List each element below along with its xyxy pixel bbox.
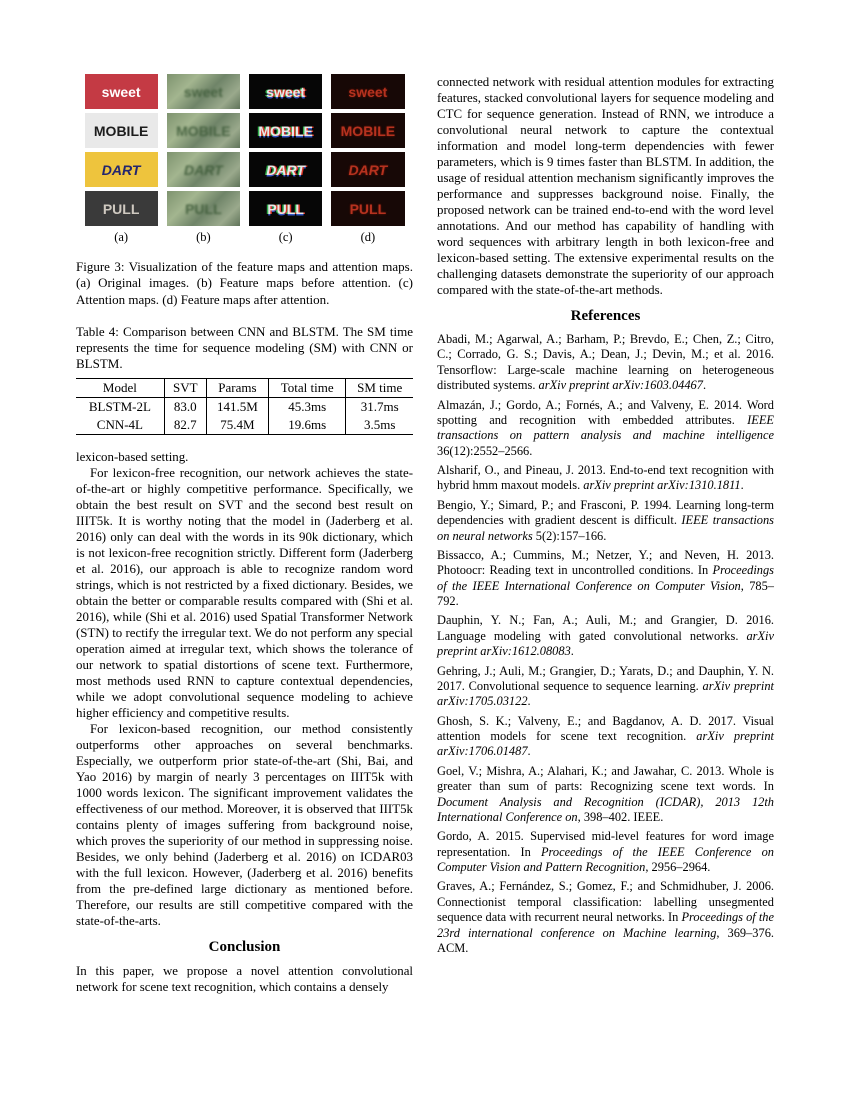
reference-text: . <box>740 478 744 493</box>
figure-image-row3-b <box>167 152 240 187</box>
reference-venue-text: arXiv preprint arXiv:1310.1811 <box>583 478 741 493</box>
figure-word-text: PULL <box>102 200 140 217</box>
figure-word-text: DART <box>266 161 305 178</box>
figure-image-row2-d <box>331 113 404 148</box>
figure-word-text: sweet <box>266 83 306 100</box>
paragraph: For lexicon-based recognition, our method consistently outperforms other approaches on several benchmarks. Especially, we outperform prior state-of-the-art (Shi, Bai, and Yao 2016) by margin of nearly 3 percentages on IIIT5k with 1000 words lexicon. The significant improvement validates the effectiveness of our method. Moreover, it is observed that IIIT5k contains plenty of images suffering from background noise, which proves the superiority of our method in suppressing noise. Besides, we only behind (Jaderberg et al. 2016) on ICDAR03 with the full lexicon. However, (Jaderberg et al. 2016) benefits from the pre-defined large dictionary as mentioned before. Therefore, our results are still competitive compared with the state-of-the-arts. <box>76 721 413 928</box>
figure-caption: Figure 3: Visualization of the feature maps and attention maps. (a) Original images. (b) Feature maps before attention. (c) Attention maps. (d) Feature maps after attention. <box>76 259 413 307</box>
table-row <box>76 416 413 435</box>
table-cell: 141.5M <box>206 397 268 416</box>
figure-image-row3-c <box>249 152 322 187</box>
table-cell: 75.4M <box>206 416 268 435</box>
reference-text: . <box>570 644 574 659</box>
reference-list <box>437 332 774 956</box>
figure-image-row3-d <box>331 152 404 187</box>
figure-word-text: MOBILE <box>258 122 313 139</box>
reference-text: Abadi, M.; Agarwal, A.; Barham, P.; Brevdo, E.; Chen, Z.; Citro, C.; Corrado, G. S.; Davis, A.; Dean, J.; Devin, M.; et al. 2016. Tensorflow: Large-scale machine learning on heterogeneous distributed systems. <box>437 332 774 393</box>
left-body-text <box>76 449 413 929</box>
reference-text: 36(12):2552–2566. <box>437 443 533 458</box>
figure-word-text: PULL <box>349 200 387 217</box>
comparison-table <box>76 378 413 435</box>
right-column <box>437 74 774 1040</box>
reference-text: Goel, V.; Mishra, A.; Alahari, K.; and Jawahar, C. 2013. Whole is greater than sum of parts: Recognizing scene text words. In <box>437 763 774 794</box>
table-cell: 82.7 <box>164 416 206 435</box>
reference-text: 5(2):157–166. <box>532 528 607 543</box>
figure-image-row2-c <box>249 113 322 148</box>
figure-image-row1-a <box>85 74 158 109</box>
reference-text: Bengio, Y.; Simard, P.; and Frasconi, P. 1994. Learning long-term dependencies with gradient descent is difficult. <box>437 497 774 528</box>
reference-text: . <box>527 694 531 709</box>
figure-3 <box>76 74 413 308</box>
reference-item <box>437 764 774 826</box>
figure-column-label: (a) <box>114 230 129 244</box>
paragraph: connected network with residual attention modules for extracting features, stacked convolutional layers for sequence modeling and CTC for sequence generation. Instead of RNN, we introduce a convolutional neural network to capture the contextual information and model long-term dependencies with fewer parameters, which is 9 times faster than BLSTM. In addition, the usage of residual attention mechanism significantly improves the performance and suppresses background noise. Finally, the proposed network can be trained end-to-end with the word level annotations. And our method has capability of handling with word sequences with arbitrary length in both lexicon-free and lexicon-based setting. The extensive experimental results on the challenging datasets demonstrate the superiority of our approach compared with the state-of-the-art methods. <box>437 75 774 297</box>
figure-word-text: sweet <box>183 83 223 100</box>
table-header-cell: Total time <box>269 378 346 397</box>
reference-item <box>437 879 774 956</box>
table-cell: CNN-4L <box>76 416 164 435</box>
references-heading: References <box>570 308 641 324</box>
reference-venue-text: Proceedings of the 23rd international conference on Machine learning <box>437 910 774 940</box>
figure-word-text: DART <box>101 161 141 178</box>
reference-text: . <box>702 378 707 393</box>
reference-item <box>437 398 774 460</box>
reference-venue-text: IEEE transactions on pattern analysis and machine intelligence <box>437 412 774 443</box>
reference-item <box>437 613 774 659</box>
figure-word-text: MOBILE <box>340 122 396 139</box>
reference-item <box>437 498 774 544</box>
conclusion-text <box>76 963 413 995</box>
figure-word-text: DART <box>348 161 388 178</box>
reference-item <box>437 664 774 710</box>
table-row <box>76 397 413 416</box>
reference-venue-text: Proceedings of the IEEE International Conference on Computer Vision <box>437 563 774 593</box>
reference-item <box>437 548 774 610</box>
figure-image-row2-a <box>85 113 158 148</box>
reference-text: Bissacco, A.; Cummins, M.; Netzer, Y.; and Neven, H. 2013. Photoocr: Reading text in uncontrolled conditions. In <box>437 547 774 578</box>
table-header-cell: Model <box>76 378 164 397</box>
reference-venue-text: arXiv preprint arXiv:1612.08083 <box>437 628 774 659</box>
figure-word-text: DART <box>184 161 223 178</box>
figure-word-text: PULL <box>267 200 304 217</box>
figure-column-labels <box>85 230 405 245</box>
table-caption: Table 4: Comparison between CNN and BLSTM. The SM time represents the time for sequence modeling (SM) with CNN or BLSTM. <box>76 323 413 372</box>
figure-word-text: sweet <box>101 83 141 100</box>
figure-image-row4-c <box>249 191 322 226</box>
reference-item <box>437 714 774 760</box>
reference-venue-text: arXiv preprint arXiv:1603.04467 <box>538 378 703 393</box>
figure-image-row1-c <box>249 74 322 109</box>
figure-word-text: MOBILE <box>93 122 149 139</box>
reference-text: , 369–376. ACM. <box>437 925 774 955</box>
figure-image-row3-a <box>85 152 158 187</box>
table-cell: 3.5ms <box>346 416 413 435</box>
paragraph: For lexicon-free recognition, our network achieves the state-of-the-art or highly competitive performance. Specifically, we obtain the best result on SVT and the second best result on IIIT5k. It is worthy noting that the model in (Jaderberg et al. 2016) only can deal with the words in its 90k dictionary, which is not lexicon-free recognition strictly. Different form (Jaderberg et al. 2016), our approach is able to recognize random word strings, which is not restricted by a fixed dictionary. Besides, we obtain the better or comparable results compared with (Shi et al. 2016), while (Shi et al. 2016) used Spatial Transformer Network (STN) to rectify the irregular text. We do not perform any special operation aimed at irregular text, which shows the tolerance of our network to spatial distortions of scene text. Furthermore, most methods used RNN to capture contextual dependencies, while we adopt convolutional sequence modeling to achieve higher efficiency and competitive results. <box>76 465 413 720</box>
reference-text: , 2956–2964. <box>645 860 711 874</box>
table-cell: 19.6ms <box>269 416 346 435</box>
reference-item <box>437 829 774 875</box>
reference-item <box>437 332 774 394</box>
table-body <box>76 397 413 434</box>
figure-image-row4-d <box>331 191 404 226</box>
reference-text: , 785–792. <box>437 578 774 608</box>
paragraph: lexicon-based setting. <box>76 449 189 464</box>
figure-column-label: (c) <box>278 230 293 244</box>
reference-text: Graves, A.; Fernández, S.; Gomez, F.; and Schmidhuber, J. 2006. Connectionist temporal classification: labelling unsegmented sequence data with recurrent neural networks. In <box>437 879 774 925</box>
figure-image-row4-a <box>85 191 158 226</box>
paragraph: In this paper, we propose a novel attention convolutional network for scene text recognition, which contains a densely <box>76 963 413 994</box>
reference-venue-text: IEEE transactions on neural networks <box>437 513 774 543</box>
left-column <box>76 74 413 1040</box>
figure-image-row4-b <box>167 191 240 226</box>
figure-image-row2-b <box>167 113 240 148</box>
reference-venue-text: arXiv preprint arXiv:1706.01487 <box>437 729 774 759</box>
table-cell: BLSTM-2L <box>76 397 164 416</box>
figure-word-text: sweet <box>348 83 388 100</box>
reference-text: Gordo, A. 2015. Supervised mid-level features for word image representation. In <box>437 829 774 859</box>
table-header-row <box>76 378 413 397</box>
figure-image-row1-d <box>331 74 404 109</box>
reference-text: Gehring, J.; Auli, M.; Grangier, D.; Yarats, D.; and Dauphin, Y. N. 2017. Convolutional sequence to sequence learning. <box>437 663 774 693</box>
reference-item <box>437 463 774 494</box>
table-cell: 31.7ms <box>346 397 413 416</box>
reference-text: Almazán, J.; Gordo, A.; Fornés, A.; and Valveny, E. 2014. Word spotting and recognition with embedded attributes. <box>437 397 774 427</box>
figure-word-text: PULL <box>185 200 222 217</box>
table-header-cell: SM time <box>346 378 413 397</box>
table-cell: 83.0 <box>164 397 206 416</box>
figure-column-label: (d) <box>360 230 376 244</box>
reference-text: , 398–402. IEEE. <box>577 809 664 824</box>
reference-text: Dauphin, Y. N.; Fan, A.; Auli, M.; and Grangier, D. 2016. Language modeling with gated convolutional networks. <box>437 613 774 643</box>
figure-image-grid <box>85 74 405 226</box>
figure-column-label: (b) <box>196 230 211 244</box>
right-body-text <box>437 74 774 298</box>
conclusion-heading: Conclusion <box>208 938 281 955</box>
figure-word-text: MOBILE <box>176 122 231 139</box>
figure-image-row1-b <box>167 74 240 109</box>
table-header-cell: SVT <box>164 378 206 397</box>
table-header-cell: Params <box>206 378 268 397</box>
table-4 <box>76 324 413 435</box>
reference-text: Ghosh, S. K.; Valveny, E.; and Bagdanov, A. D. 2017. Visual attention models for scene text recognition. <box>437 713 774 743</box>
reference-venue-text: arXiv preprint arXiv:1705.03122 <box>437 678 774 709</box>
reference-text: . <box>527 744 531 759</box>
reference-text: Alsharif, O., and Pineau, J. 2013. End-to-end text recognition with hybrid hmm maxout models. <box>437 463 774 493</box>
reference-venue-text: Proceedings of the IEEE Conference on Computer Vision and Pattern Recognition <box>437 844 774 874</box>
reference-venue-text: Document Analysis and Recognition (ICDAR), 2013 12th International Conference on <box>437 794 774 824</box>
table-cell: 45.3ms <box>269 397 346 416</box>
